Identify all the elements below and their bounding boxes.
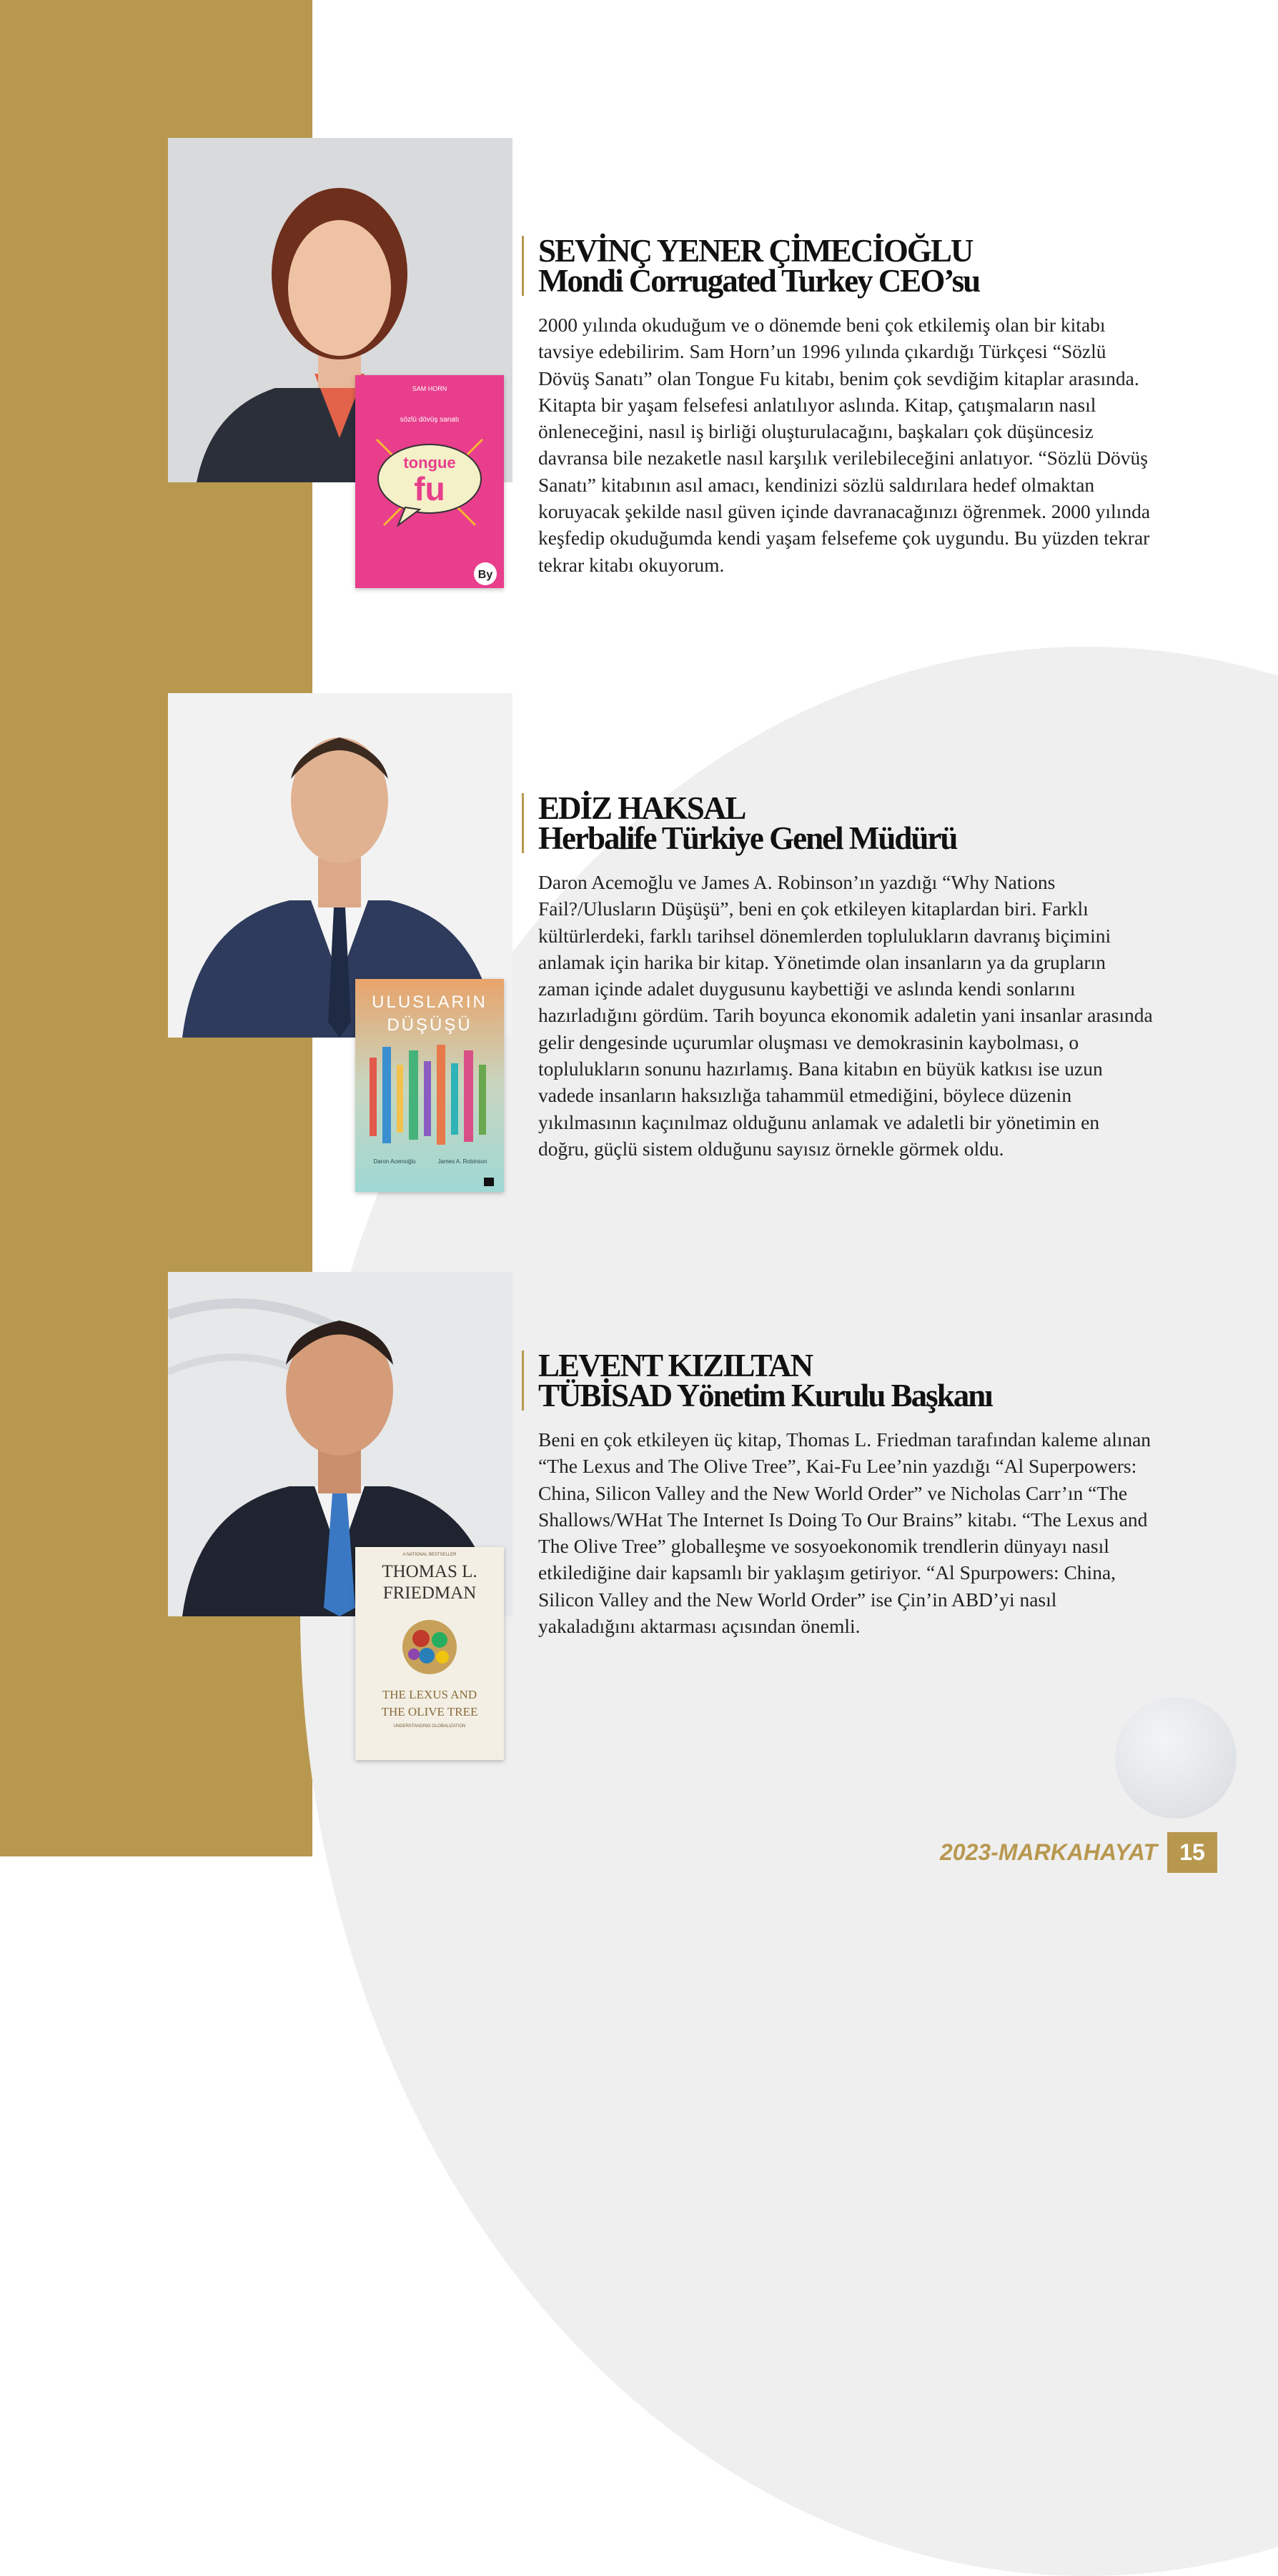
page-footer <box>940 1832 1217 1873</box>
cover-1-title-line1: tongue <box>403 454 456 472</box>
entry-3-name: LEVENT KIZILTAN <box>538 1348 813 1383</box>
cover-3-tagline: A NATIONAL BESTSELLER <box>402 1553 457 1557</box>
entry-3-heading <box>522 1348 1151 1413</box>
entry-3-role: TÜBİSAD Yönetim Kurulu Başkanı <box>538 1378 992 1413</box>
cover-1-title-line2: fu <box>414 470 445 507</box>
entry-1 <box>522 233 1151 578</box>
cover-2-title-line1: ULUSLARIN <box>372 993 487 1012</box>
entry-3-text: Beni en çok etkileyen üç kitap, Thomas L. Friedman tarafından kaleme alınan “The Lexus and The Olive Tree”, Kai-Fu Lee’nin yazdığı “Al Superpowers: China, Silicon Valley and the New World Order” ve Nicholas Carr’ın “The Shallows/WHat The Internet Is Doing To Our Brains” kitabı. “The Lexus and The Olive Tree” globalleşme ve sosyoekonomik trendlerin dünyayı nasıl etkilediğine dair kapsamlı bir yaklaşım getiriyor. “Al Spurpowers: China, Silicon Valley and the New World Order” ise Çin’in ABD’yi nasıl yakaladığını aktarması açısından önemli. <box>538 1428 1151 1638</box>
cover-2-author2: James A. Robinson <box>437 1158 487 1165</box>
cover-1-author: SAM HORN <box>412 385 447 392</box>
footer-magazine-title: 2023-MARKAHAYAT <box>939 1839 1157 1865</box>
entry-1-heading <box>522 233 1151 299</box>
entry-3 <box>522 1348 1151 1639</box>
book-cover-tongue-fu <box>355 375 504 588</box>
cover-1-publisher: By <box>477 569 493 581</box>
cover-3-author-line2: FRIEDMAN <box>382 1583 477 1603</box>
entry-2-heading <box>522 790 1151 856</box>
entry-2 <box>522 790 1153 1162</box>
entry-2-role: Herbalife Türkiye Genel Müdürü <box>538 820 957 856</box>
cover-1-subtitle: sözlü dövüş sanatı <box>400 416 460 424</box>
entry-1-name: SEVİNÇ YENER ÇİMECİOĞLU <box>538 233 973 269</box>
entry-2-name: EDİZ HAKSAL <box>538 790 746 826</box>
cover-2-title-line2: DÜŞÜŞÜ <box>387 1015 472 1035</box>
cover-3-author-line1: THOMAS L. <box>382 1562 477 1581</box>
entry-1-role: Mondi Corrugated Turkey CEO’su <box>538 263 980 299</box>
cover-3-subtitle: UNDERSTANDING GLOBALIZATION <box>393 1724 466 1729</box>
cover-2-author1: Daron Acemoğlu <box>373 1158 416 1165</box>
book-cover-uluslarin-dususu <box>355 979 504 1192</box>
page-number: 15 <box>1167 1832 1217 1873</box>
entry-2-text: Daron Acemoğlu ve James A. Robinson’ın yazdığı “Why Nations Fail?/Ulusların Düşüşü”, beni en çok etkileyen kitaplardan biri. Farklı kültürlerdeki, farklı tarihsel dönemlerden toplulukların davranış biçimini anlamak için harika bir kitap. Yönetimde olan insanların ya da grupların zaman içinde adalet duygusunu kaybettiği ve aslında kendi sonlarını hazırladığını gördüm. Tarih boyunca ekonomik adaletin yani insanlar arasında gelir dengesinde uçurumlar oluşması ve demokrasinin kaybolması, o toplulukların sonunu hazırlamış. Bana kitabın en büyük katkısı ise uzun vadede insanların haksızlığa tahammül etmediğini, böylece düzenin yıkılmasının kaçınılmaz olduğunu anlamak ve adaletli bir yönetimin en doğru, güçlü sistem olduğunu sayısız örnekle görmek oldu. <box>538 871 1153 1160</box>
decorative-globe <box>1115 1697 1237 1819</box>
cover-3-title-line2: THE OLIVE TREE <box>381 1705 478 1719</box>
entry-1-text: 2000 yılında okuduğum ve o dönemde beni çok etkilemiş olan bir kitabı tavsiye edebilirim. Sam Horn’un 1996 yılında çıkardığı Türkçesi “Sözlü Dövüş Sanatı” olan Tongue Fu kitabı, benim çok sevdiğim kitaplar arasında. Kitapta bir yaşam felsefesi anlatılıyor aslında. Kitap, çatışmaların nasıl önleneceğini, nasıl iş birliği oluşturulacağını, başkaları çok düşüncesiz davransa bile nezaketle nasıl karşılık verilebileceğini anlatıyor. “Sözlü Dövüş Sanatı” kitabının asıl amacı, kendinizi sözlü saldırılara hedef olmaktan koruyacak şekilde nasıl güven içinde davranacağınızı öğrenmek. 2000 yılında keşfedip okuduğumda kendi yaşam felsefeme çok uygundu. Bu yüzden tekrar tekrar kitabı okuyorum. <box>538 314 1151 576</box>
book-cover-lexus-olive-tree <box>355 1547 504 1760</box>
cover-3-title-line1: THE LEXUS AND <box>382 1688 477 1701</box>
